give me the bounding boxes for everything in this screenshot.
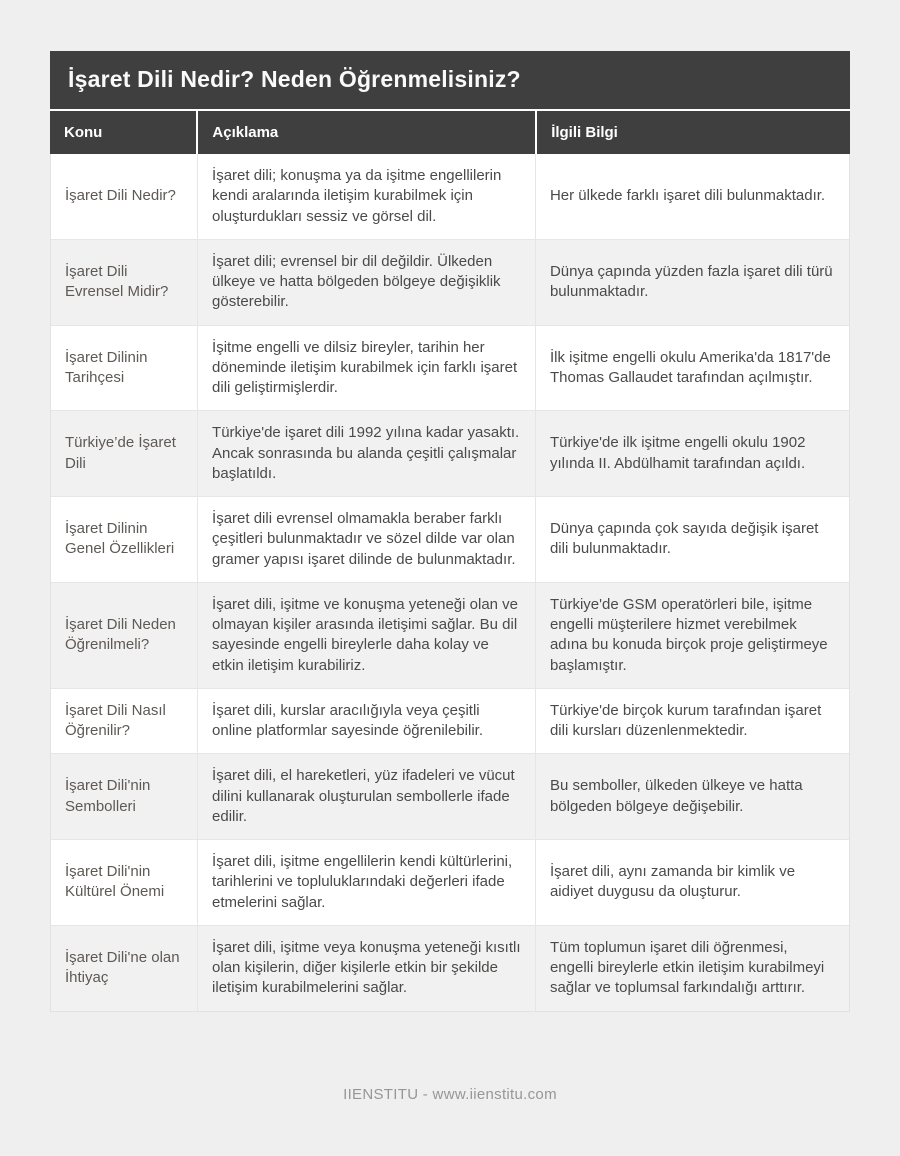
table-row — [51, 326, 849, 412]
table-row — [51, 411, 849, 497]
aciklama-cell: İşaret dili, el hareketleri, yüz ifadeleri ve vücut dilini kullanarak oluşturulan sembollerle ifade edilir. — [197, 754, 535, 839]
ilgili-bilgi-cell: İlk işitme engelli okulu Amerika'da 1817'de Thomas Gallaudet tarafından açılmıştır. — [535, 326, 849, 411]
table-row — [51, 840, 849, 926]
sign-language-table-card — [50, 51, 850, 1012]
table-row — [51, 154, 849, 240]
konu-cell: İşaret Dili'nin Kültürel Önemi — [65, 863, 165, 901]
ilgili-bilgi-cell: Türkiye'de birçok kurum tarafından işaret dili kursları düzenlenmektedir. — [535, 689, 849, 754]
konu-cell: İşaret Dili Nasıl Öğrenilir? — [65, 701, 166, 739]
ilgili-bilgi-cell: Dünya çapında yüzden fazla işaret dili türü bulunmaktadır. — [535, 240, 849, 325]
column-header-konu: Konu — [64, 124, 103, 141]
konu-cell: İşaret Dili'nin Sembolleri — [65, 777, 151, 815]
table-row — [51, 754, 849, 840]
ilgili-bilgi-cell: Türkiye'de ilk işitme engelli okulu 1902 yılında II. Abdülhamit tarafından açıldı. — [535, 411, 849, 496]
table-row — [51, 497, 849, 583]
table-header-row — [50, 109, 850, 154]
ilgili-bilgi-cell: Tüm toplumun işaret dili öğrenmesi, engelli bireylerle etkin iletişim kurabilmeyi sağlar ve toplumsal farkındalığı arttırır. — [535, 926, 849, 1011]
footer-credit: IIENSTITU - www.iienstitu.com — [343, 1086, 557, 1103]
ilgili-bilgi-cell: Her ülkede farklı işaret dili bulunmaktadır. — [535, 154, 849, 239]
ilgili-bilgi-cell: Dünya çapında çok sayıda değişik işaret dili bulunmaktadır. — [535, 497, 849, 582]
table-body — [50, 154, 850, 1012]
aciklama-cell: İşitme engelli ve dilsiz bireyler, tarihin her döneminde iletişim kurabilmek için farklı işaret dili geliştirmişlerdir. — [197, 326, 535, 411]
column-header-ilgili-bilgi: İlgili Bilgi — [535, 111, 850, 154]
aciklama-cell: İşaret dili evrensel olmamakla beraber farklı çeşitleri bulunmaktadır ve sözel dilde var olan gramer yapısı işaret dilinde de bulunmaktadır. — [197, 497, 535, 582]
table-row — [51, 926, 849, 1011]
table-row — [51, 583, 849, 689]
konu-cell: İşaret Dili Nedir? — [65, 187, 176, 205]
aciklama-cell: İşaret dili; evrensel bir dil değildir. Ülkeden ülkeye ve hatta bölgeden bölgeye değişiklik gösterebilir. — [197, 240, 535, 325]
aciklama-cell: İşaret dili, işitme ve konuşma yeteneği olan ve olmayan kişiler arasında iletişimi sağlar. Bu dil sayesinde engelli bireylerle daha kolay ve etkin iletişim kurabiliriz. — [197, 583, 535, 688]
column-header-aciklama: Açıklama — [196, 111, 535, 154]
aciklama-cell: İşaret dili, kurslar aracılığıyla veya çeşitli online platformlar sayesinde öğrenilebilir. — [197, 689, 535, 754]
table-row — [51, 240, 849, 326]
aciklama-cell: İşaret dili, işitme engellilerin kendi kültürlerini, tarihlerini ve topluluklarındaki değerleri ifade etmelerini sağlar. — [197, 840, 535, 925]
ilgili-bilgi-cell: İşaret dili, aynı zamanda bir kimlik ve aidiyet duygusu da oluşturur. — [535, 840, 849, 925]
ilgili-bilgi-cell: Türkiye'de GSM operatörleri bile, işitme engelli müşterilere hizmet verebilmek adına bu konuda birçok proje geliştirmeye başlamıştır. — [535, 583, 849, 688]
aciklama-cell: İşaret dili; konuşma ya da işitme engellilerin kendi aralarında iletişim kurabilmek için oluşturdukları sessiz ve görsel dil. — [197, 154, 535, 239]
konu-cell: İşaret Dilinin Genel Özellikleri — [65, 520, 175, 558]
page-title: İşaret Dili Nedir? Neden Öğrenmelisiniz? — [50, 51, 850, 109]
konu-cell: İşaret Dilinin Tarihçesi — [65, 348, 148, 386]
konu-cell: İşaret Dili'ne olan İhtiyaç — [65, 948, 180, 987]
konu-cell: İşaret Dili Evrensel Midir? — [65, 262, 169, 301]
konu-cell: İşaret Dili Neden Öğrenilmeli? — [65, 616, 176, 654]
table-row — [51, 689, 849, 755]
aciklama-cell: İşaret dili, işitme veya konuşma yeteneği kısıtlı olan kişilerin, diğer kişilerle etkin bir şekilde iletişim kurabilmelerini sağlar. — [197, 926, 535, 1011]
konu-cell: Türkiye’de İşaret Dili — [65, 434, 176, 472]
ilgili-bilgi-cell: Bu semboller, ülkeden ülkeye ve hatta bölgeden bölgeye değişebilir. — [535, 754, 849, 839]
aciklama-cell: Türkiye'de işaret dili 1992 yılına kadar yasaktı. Ancak sonrasında bu alanda çeşitli çalışmalar başlatıldı. — [197, 411, 535, 496]
